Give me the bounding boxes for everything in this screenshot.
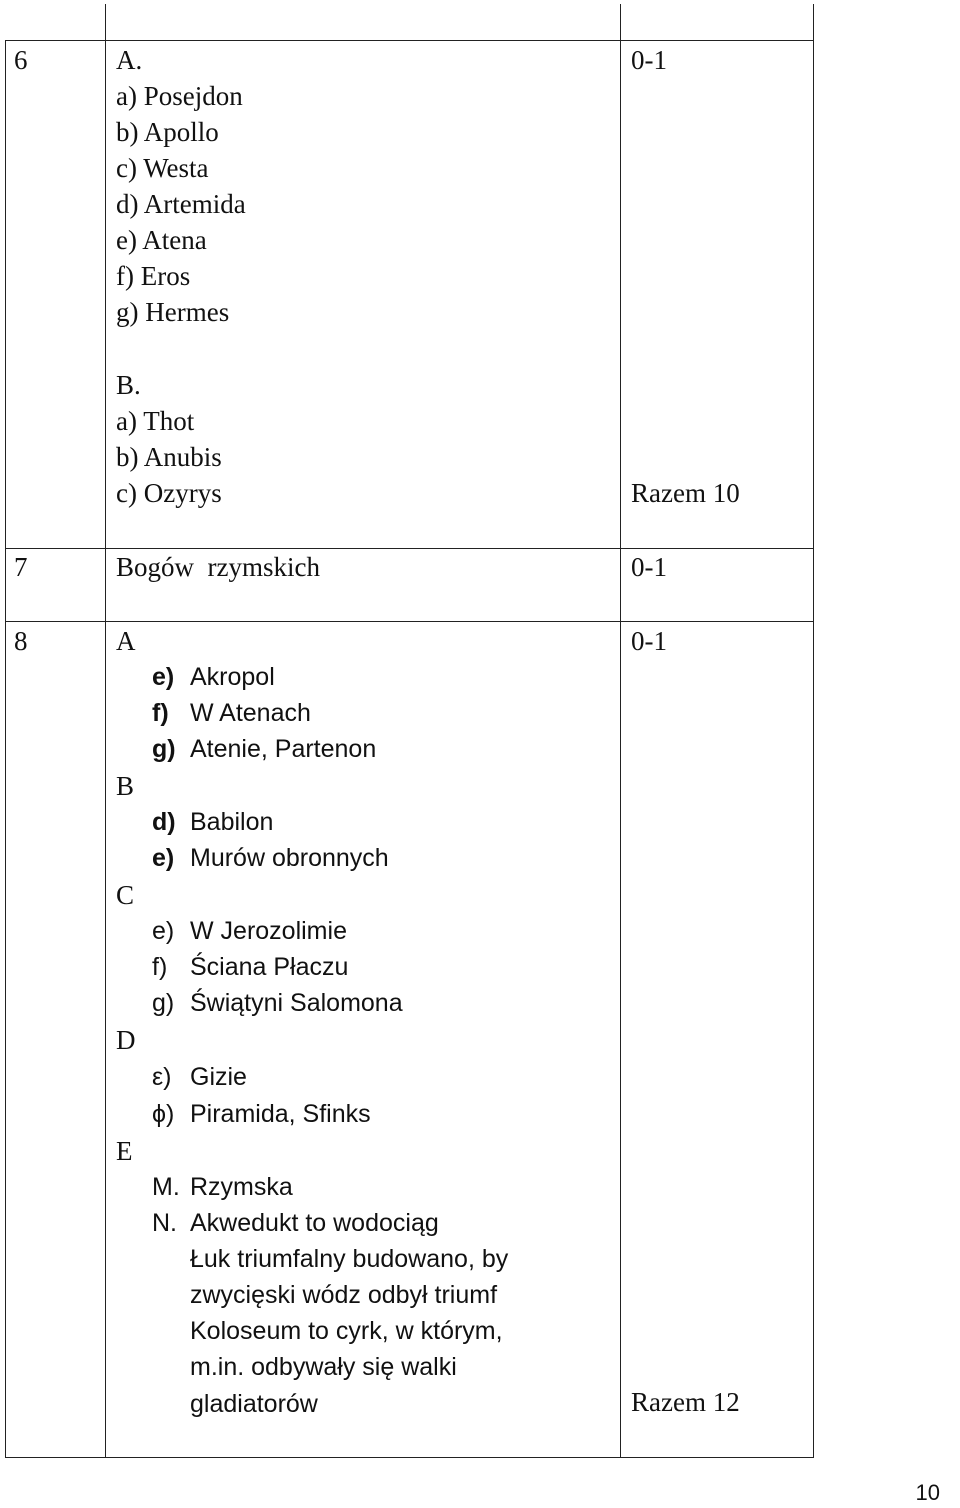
row-6-b-item: b) Anubis (116, 442, 222, 472)
row-8-section-c-label: C (116, 880, 135, 910)
row-8-b-item: Murów obronnych (190, 844, 389, 872)
row-6-a-item: d) Artemida (116, 189, 246, 219)
row-8-a-item: W Atenach (190, 699, 311, 727)
row-8-c-marker: e) (152, 917, 175, 945)
row-8-e-marker: M. (152, 1173, 180, 1201)
row-8-a-item: Atenie, Partenon (190, 735, 377, 763)
row-8-e-line: Łuk triumfalny budowano, by (190, 1245, 509, 1273)
row-8-section-d-label: D (116, 1025, 136, 1055)
row-8-e-item: Akwedukt to wodociąg (190, 1209, 439, 1237)
row-8-a-marker: f) (152, 699, 169, 727)
row-6-b-item: c) Ozyrys (116, 478, 222, 508)
row-8-d-item: Piramida, Sfinks (190, 1100, 371, 1128)
row-6-total: Razem 10 (631, 478, 740, 508)
row-8-e-line: Koloseum to cyrk, w którym, (190, 1317, 503, 1345)
row-8-c-marker: f) (152, 953, 168, 981)
row-8-d-marker: ε) (152, 1063, 172, 1091)
row-8-section-e-label: E (116, 1136, 133, 1166)
row-6-a-item: g) Hermes (116, 297, 230, 327)
page-number: 10 (915, 1480, 940, 1505)
row-8-a-marker: e) (152, 663, 175, 691)
table-top-border (5, 40, 814, 41)
row-8-e-marker: N. (152, 1209, 177, 1237)
row-7-text: Bogów rzymskich (116, 552, 320, 582)
row-6-section-b-label: B. (116, 370, 141, 400)
row-8-number: 8 (14, 626, 28, 656)
row-6-a-item: a) Posejdon (116, 81, 243, 111)
row-6-a-item: f) Eros (116, 261, 191, 291)
row-6-section-a-label: A. (116, 45, 143, 75)
row-8-b-marker: d) (152, 808, 176, 836)
row-8-c-marker: g) (152, 989, 175, 1017)
table-divider-1 (105, 4, 106, 1458)
row-8-e-line: gladiatorów (190, 1390, 318, 1418)
row-8-c-item: Ściana Płaczu (190, 953, 349, 981)
row-6-a-item: e) Atena (116, 225, 207, 255)
table-divider-2 (620, 4, 621, 1458)
row-8-section-a-label: A (116, 626, 136, 656)
row-8-section-b-label: B (116, 771, 135, 801)
row-8-total: Razem 12 (631, 1387, 740, 1417)
row-8-e-line: zwycięski wódz odbył triumf (190, 1281, 498, 1309)
row-8-b-marker: e) (152, 844, 175, 872)
row-8-b-item: Babilon (190, 808, 274, 836)
row-8-a-marker: g) (152, 735, 176, 763)
row-8-d-marker: ϕ) (152, 1100, 175, 1128)
row-6-number: 6 (14, 45, 28, 75)
row-6-a-item: b) Apollo (116, 117, 219, 147)
row-6-score: 0-1 (631, 45, 667, 75)
table-bottom-border (5, 1457, 814, 1458)
row-8-c-item: W Jerozolimie (190, 917, 347, 945)
row-separator-7-8 (5, 621, 814, 622)
table-border-right (813, 4, 814, 1458)
row-6-a-item: c) Westa (116, 153, 209, 183)
row-8-score: 0-1 (631, 626, 667, 656)
row-8-a-item: Akropol (190, 663, 275, 691)
row-7-score: 0-1 (631, 552, 667, 582)
table-border-left (5, 40, 6, 1458)
row-6-b-item: a) Thot (116, 406, 195, 436)
row-8-e-line: m.in. odbywały się walki (190, 1353, 457, 1381)
row-8-c-item: Świątyni Salomona (190, 989, 403, 1017)
row-8-e-item: Rzymska (190, 1173, 293, 1201)
row-7-number: 7 (14, 552, 28, 582)
row-8-d-item: Gizie (190, 1063, 247, 1091)
